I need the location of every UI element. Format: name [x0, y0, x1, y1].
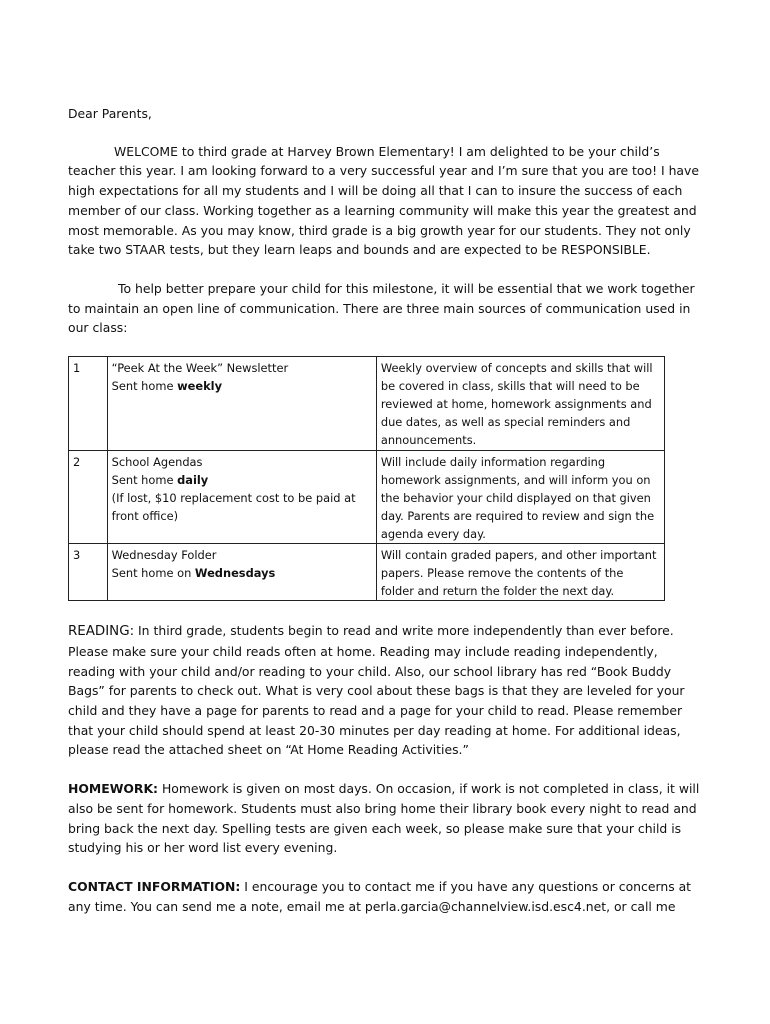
- table-row: [69, 543, 665, 600]
- reading-section: [68, 621, 708, 760]
- source-frequency: Sent home on Wednesdays: [111, 566, 276, 581]
- source-description: Will include daily information regarding homework assignments, and will inform you on the behavior your child displayed on that given day. Parents are required to review and sign the agenda every day.: [376, 450, 664, 543]
- communication-sources-table: [68, 356, 665, 601]
- source-description: Will contain graded papers, and other important papers. Please remove the contents of the folder and return the folder the next day.: [376, 543, 664, 600]
- homework-text: Homework is given on most days. On occasion, if work is not completed in class, it will also be sent for homework. Students must also bring home their library book every night to read and bring back the next day. Spelling tests are given each week, so please make sure that your child is studying his or her word list every evening.: [68, 781, 700, 856]
- contact-text: I encourage you to contact me if you have any questions or concerns at any time. You can send me a note, email me at perla.garcia@channelview.isd.esc4.net, or call me: [68, 878, 692, 914]
- source-number: 2: [69, 450, 108, 543]
- homework-section: [68, 779, 708, 858]
- salutation: Dear Parents,: [68, 106, 152, 121]
- intro-paragraph: WELCOME to third grade at Harvey Brown Elementary! I am delighted to be your child’s teacher this year. I am looking forward to a very successful year and I’m sure that you are too! I have high expectations for all my students and I will be doing all that I can to insure the success of each member of our class. Working together as a learning community will make this year the greatest and most memorable. As you may know, third grade is a big growth year for our students. They not only take two STAAR tests, but they learn leaps and bounds and are expected to be RESPONSIBLE.: [68, 143, 699, 258]
- source-name-cell: [107, 450, 376, 543]
- reading-text: In third grade, students begin to read and write more independently than ever before. Please make sure your child reads often at home. Reading may include reading independently, reading with your child and/or reading to your child. Also, our school library has red “Book Buddy Bags” for parents to check out. What is very cool about these bags is that they are leveled for your child and they have a page for parents to read and a page for your child to read. Please remember that your child should spend at least 20-30 minutes per day reading at home. For additional ideas, please read the attached sheet on “At Home Reading Activities.”: [68, 623, 685, 758]
- contact-section: [68, 877, 708, 916]
- homework-heading: HOMEWORK:: [68, 781, 158, 797]
- source-frequency: Sent home weekly: [111, 379, 222, 394]
- source-title: School Agendas: [111, 454, 203, 469]
- source-note: (If lost, $10 replacement cost to be paid at front office): [111, 490, 356, 523]
- contact-heading: CONTACT INFORMATION:: [68, 878, 241, 894]
- table-row: [69, 357, 665, 450]
- reading-heading: READING:: [68, 624, 135, 640]
- source-name-cell: [107, 543, 376, 600]
- source-title: Wednesday Folder: [111, 547, 217, 562]
- source-number: 3: [69, 543, 108, 600]
- communication-intro-paragraph: To help better prepare your child for this milestone, it will be essential that we work together to maintain an open line of communication. There are three main sources of communication used in our class:: [68, 280, 695, 336]
- source-description: Weekly overview of concepts and skills that will be covered in class, skills that will need to be reviewed at home, homework assignments and due dates, as well as special reminders and announcements.: [376, 357, 664, 450]
- table-row: [69, 450, 665, 543]
- source-title: “Peek At the Week” Newsletter: [111, 361, 289, 376]
- letter-page: [68, 104, 708, 916]
- source-name-cell: [107, 357, 376, 450]
- source-number: 1: [69, 357, 108, 450]
- source-frequency: Sent home daily: [111, 472, 209, 487]
